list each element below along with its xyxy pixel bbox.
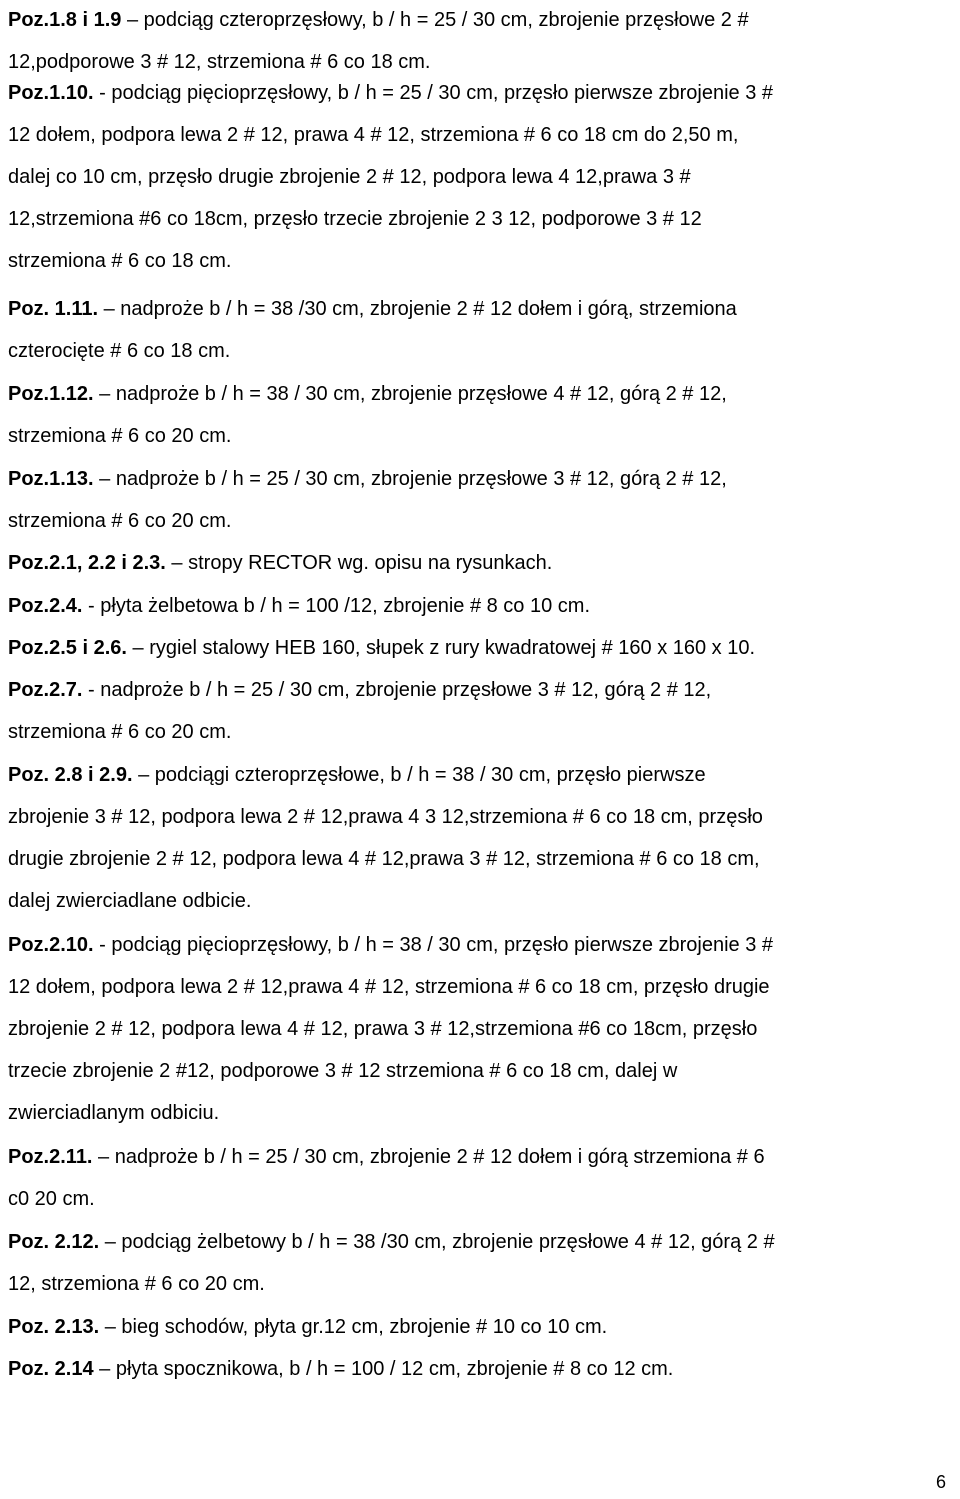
entry-text-line: 12 dołem, podpora lewa 2 # 12,prawa 4 # 12, strzemiona # 6 co 18 cm, przęsło drugie bbox=[8, 976, 770, 998]
entry-text-line: 12,strzemiona #6 co 18cm, przęsło trzecie zbrojenie 2 3 12, podporowe 3 # 12 bbox=[8, 208, 702, 230]
entry-text-line: zbrojenie 3 # 12, podpora lewa 2 # 12,prawa 4 3 12,strzemiona # 6 co 18 cm, przęsło bbox=[8, 806, 763, 828]
entry-text-line: 12 dołem, podpora lewa 2 # 12, prawa 4 # 12, strzemiona # 6 co 18 cm do 2,50 m, bbox=[8, 124, 739, 146]
entry-label: Poz.2.1, 2.2 i 2.3. bbox=[8, 552, 166, 574]
entry-label: Poz. 2.14 bbox=[8, 1358, 94, 1380]
entry-text-line: 12, strzemiona # 6 co 20 cm. bbox=[8, 1273, 265, 1295]
entry-text: – stropy RECTOR wg. opisu na rysunkach. bbox=[165, 552, 553, 574]
entry-first-line bbox=[8, 933, 773, 957]
entry-text: - podciąg pięcioprzęsłowy, b / h = 25 / 30 cm, przęsło pierwsze zbrojenie 3 # bbox=[93, 82, 774, 104]
entry-first-line bbox=[8, 1145, 765, 1169]
entry-text-line: trzecie zbrojenie 2 #12, podporowe 3 # 12 strzemiona # 6 co 18 cm, dalej w bbox=[8, 1060, 678, 1082]
entry-text: – nadproże b / h = 25 / 30 cm, zbrojenie 2 # 12 dołem i górą strzemiona # 6 bbox=[92, 1146, 765, 1168]
entry-text: – podciągi czteroprzęsłowe, b / h = 38 / 30 cm, przęsło pierwsze bbox=[132, 764, 706, 786]
entry-text: – nadproże b / h = 25 / 30 cm, zbrojenie przęsłowe 3 # 12, górą 2 # 12, bbox=[93, 468, 727, 490]
entry-text-line: c0 20 cm. bbox=[8, 1188, 95, 1210]
entry-text-line: strzemiona # 6 co 20 cm. bbox=[8, 510, 232, 532]
entry-text-line: dalej co 10 cm, przęsło drugie zbrojenie 2 # 12, podpora lewa 4 12,prawa 3 # bbox=[8, 166, 691, 188]
entry-label: Poz.2.11. bbox=[8, 1146, 93, 1168]
entry-first-line bbox=[8, 297, 737, 321]
entry-first-line bbox=[8, 1357, 673, 1381]
entry-first-line bbox=[8, 8, 749, 32]
entry-label: Poz.1.10. bbox=[8, 82, 94, 104]
entry-first-line bbox=[8, 763, 706, 787]
entry-text: - podciąg pięcioprzęsłowy, b / h = 38 / 30 cm, przęsło pierwsze zbrojenie 3 # bbox=[93, 934, 774, 956]
entry-text: – płyta spocznikowa, b / h = 100 / 12 cm, zbrojenie # 8 co 12 cm. bbox=[93, 1358, 674, 1380]
page-number: 6 bbox=[936, 1472, 947, 1492]
entry-text: – podciąg czteroprzęsłowy, b / h = 25 / 30 cm, zbrojenie przęsłowe 2 # bbox=[121, 9, 749, 31]
entry-text-line: zbrojenie 2 # 12, podpora lewa 4 # 12, prawa 3 # 12,strzemiona #6 co 18cm, przęsło bbox=[8, 1018, 758, 1040]
entry-text: – nadproże b / h = 38 /30 cm, zbrojenie 2 # 12 dołem i górą, strzemiona bbox=[98, 298, 737, 320]
entry-label: Poz.1.12. bbox=[8, 383, 94, 405]
entry-label: Poz. 2.12. bbox=[8, 1231, 100, 1253]
entry-first-line bbox=[8, 1230, 775, 1254]
entry-text: - płyta żelbetowa b / h = 100 /12, zbrojenie # 8 co 10 cm. bbox=[82, 595, 591, 617]
entry-text-line: czterocięte # 6 co 18 cm. bbox=[8, 340, 231, 362]
entry-first-line bbox=[8, 1315, 607, 1339]
entry-text-line: 12,podporowe 3 # 12, strzemiona # 6 co 18 cm. bbox=[8, 51, 431, 73]
entry-text-line: drugie zbrojenie 2 # 12, podpora lewa 4 # 12,prawa 3 # 12, strzemiona # 6 co 18 cm, bbox=[8, 848, 760, 870]
entry-text-line: strzemiona # 6 co 18 cm. bbox=[8, 250, 232, 272]
entry-text-line: zwierciadlanym odbiciu. bbox=[8, 1102, 220, 1124]
entry-label: Poz.2.4. bbox=[8, 595, 83, 617]
entry-label: Poz.2.5 i 2.6. bbox=[8, 637, 127, 659]
entry-label: Poz.1.13. bbox=[8, 468, 94, 490]
entry-text: – rygiel stalowy HEB 160, słupek z rury kwadratowej # 160 x 160 x 10. bbox=[126, 637, 756, 659]
entry-label: Poz. 2.8 i 2.9. bbox=[8, 764, 133, 786]
entry-text-line: strzemiona # 6 co 20 cm. bbox=[8, 425, 232, 447]
entry-first-line bbox=[8, 636, 755, 660]
entry-label: Poz.2.10. bbox=[8, 934, 94, 956]
entry-text: – bieg schodów, płyta gr.12 cm, zbrojenie # 10 co 10 cm. bbox=[99, 1316, 608, 1338]
entry-label: Poz. 2.13. bbox=[8, 1316, 100, 1338]
entry-text: – podciąg żelbetowy b / h = 38 /30 cm, zbrojenie przęsłowe 4 # 12, górą 2 # bbox=[99, 1231, 775, 1253]
entry-text: – nadproże b / h = 38 / 30 cm, zbrojenie przęsłowe 4 # 12, górą 2 # 12, bbox=[93, 383, 727, 405]
entry-first-line bbox=[8, 551, 552, 575]
entry-label: Poz.2.7. bbox=[8, 679, 83, 701]
entry-first-line bbox=[8, 382, 727, 406]
entry-label: Poz.1.8 i 1.9 bbox=[8, 9, 122, 31]
entry-first-line bbox=[8, 678, 711, 702]
entry-text-line: strzemiona # 6 co 20 cm. bbox=[8, 721, 232, 743]
entry-first-line bbox=[8, 594, 590, 618]
entry-text: - nadproże b / h = 25 / 30 cm, zbrojenie przęsłowe 3 # 12, górą 2 # 12, bbox=[82, 679, 712, 701]
entry-text-line: dalej zwierciadlane odbicie. bbox=[8, 890, 252, 912]
entry-first-line bbox=[8, 467, 727, 491]
entry-first-line bbox=[8, 81, 773, 105]
entry-label: Poz. 1.11. bbox=[8, 298, 99, 320]
